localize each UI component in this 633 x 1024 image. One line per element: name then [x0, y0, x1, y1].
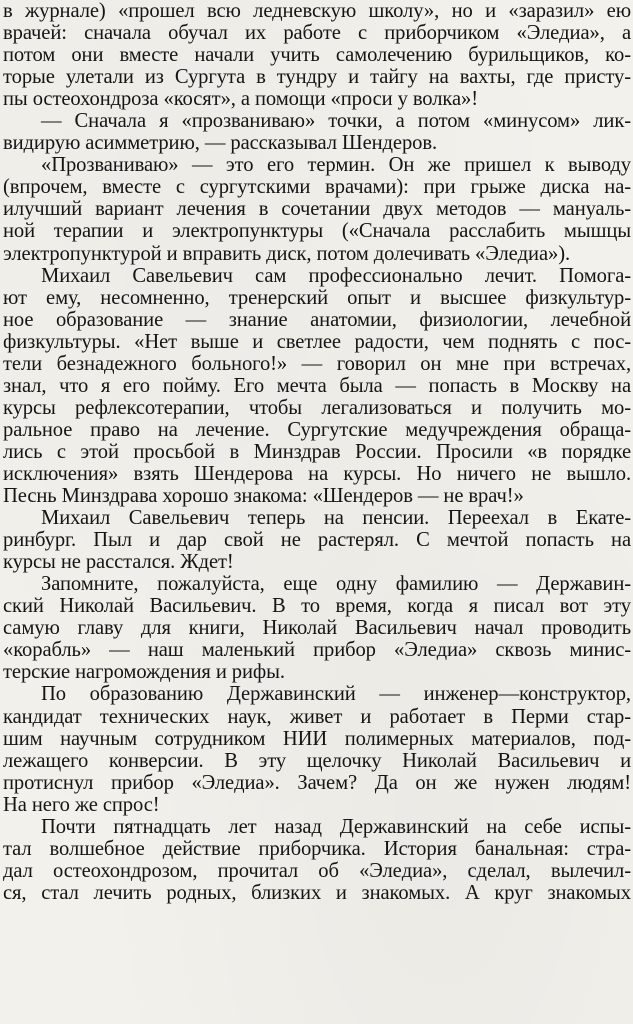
text-line: лись с этой просьбой в Минздрав России. Просили «в порядке — [3, 440, 631, 463]
text-line: дал остеохондрозом, прочитал об «Элeдиа», сделал, вылечил- — [3, 859, 631, 882]
text-line: курсы не расстался. Ждет! — [3, 551, 234, 574]
text-line: илучший вариант лечения в сочетании двух методов — мануаль- — [3, 198, 631, 221]
text-line: ский Николай Васильевич. В то время, когда я писал вот эту — [3, 595, 631, 618]
text-line: торые улетали из Сургута в тундру и тайгу на вахты, где присту- — [3, 66, 631, 89]
text-line: ной терапии и электропунктуры («Сначала расслабить мышцы — [3, 220, 631, 243]
text-line: видирую асимметрию, — рассказывал Шендеров. — [3, 132, 438, 155]
text-line: Михаил Савельевич теперь на пенсии. Переехал в Екате- — [41, 507, 631, 530]
text-line: лежащего конверсии. В эту щелочку Николай Васильевич и — [3, 749, 631, 772]
text-line: ральное право на лечение. Сургутские медучреждения обраща- — [3, 418, 631, 441]
text-line: физкультуры. «Нет выше и светлее радости, чем поднять с пос- — [3, 330, 631, 353]
text-line: пы остеохондроза «косят», а помощи «проси у волка»! — [3, 88, 479, 111]
text-line: потом они вместе начали учить самолечению бурильщиков, ко- — [3, 44, 631, 67]
text-line: шим научным сотрудником НИИ полимерных материалов, под- — [3, 727, 631, 750]
text-line: кандидат технических наук, живет и работает в Перми стар- — [3, 705, 631, 728]
text-line: ся, стал лечить родных, близких и знакомых. А круг знакомых — [3, 881, 631, 904]
text-line: тал волшебное действие приборчика. История банальная: стра- — [3, 837, 631, 860]
text-line: Почти пятнадцать лет назад Державинский на себе испы- — [41, 815, 631, 838]
text-line: электропунктурой и вправить диск, потом долечивать «Элeдиа»). — [3, 242, 571, 265]
text-line: «Прозваниваю» — это его термин. Он же пришел к выводу — [41, 154, 631, 177]
text-line: врачей: сначала обучал их работе с приборчиком «Элeдиа», а — [3, 22, 631, 45]
text-line: — Сначала я «прозваниваю» точки, а потом «минусом» лик- — [41, 110, 631, 133]
text-line: в журнале) «прошел всю ледневскую школу», но и «заразил» ею — [3, 0, 631, 22]
text-line: знал, что я его пойму. Его мечта была — попасть в Москву на — [3, 374, 631, 397]
text-column — [3, 0, 631, 904]
text-line: Михаил Савельевич сам профессионально лечит. Помога- — [41, 264, 631, 287]
text-line: «корабль» — наш маленький прибор «Элeдиа» сквозь минис- — [3, 639, 631, 662]
text-line: курсы рефлексотерапии, чтобы легализоваться и получить мо- — [3, 396, 631, 419]
text-line: ют ему, несомненно, тренерский опыт и высшее физкультур- — [3, 286, 631, 309]
text-line: (впрочем, вместе с сургутскими врачами): при грыже диска на- — [3, 176, 631, 199]
text-line: терские нагромождения и рифы. — [3, 661, 285, 684]
text-line: тели безнадежного больного!» — говорил он мне при встречах, — [3, 352, 631, 375]
text-line: По образованию Державинский — инженер—конструктор, — [41, 683, 631, 706]
text-line: Песнь Минздрава хорошо знакома: «Шендеров — не врач!» — [3, 485, 524, 508]
text-line: Запомните, пожалуйста, еще одну фамилию — Державин- — [41, 573, 631, 596]
text-line: ринбург. Пыл и дар свой не растерял. С мечтой попасть на — [3, 529, 631, 552]
text-line: На него же спрос! — [3, 793, 160, 816]
text-line: самую главу для книги, Николай Васильевич начал проводить — [3, 617, 631, 640]
text-line: протиснул прибор «Элeдиа». Зачем? Да он же нужен людям! — [3, 771, 631, 794]
text-line: ное образование — знание анатомии, физиологии, лечебной — [3, 308, 631, 331]
text-line: исключения» взять Шендерова на курсы. Но ничего не вышло. — [3, 462, 631, 485]
